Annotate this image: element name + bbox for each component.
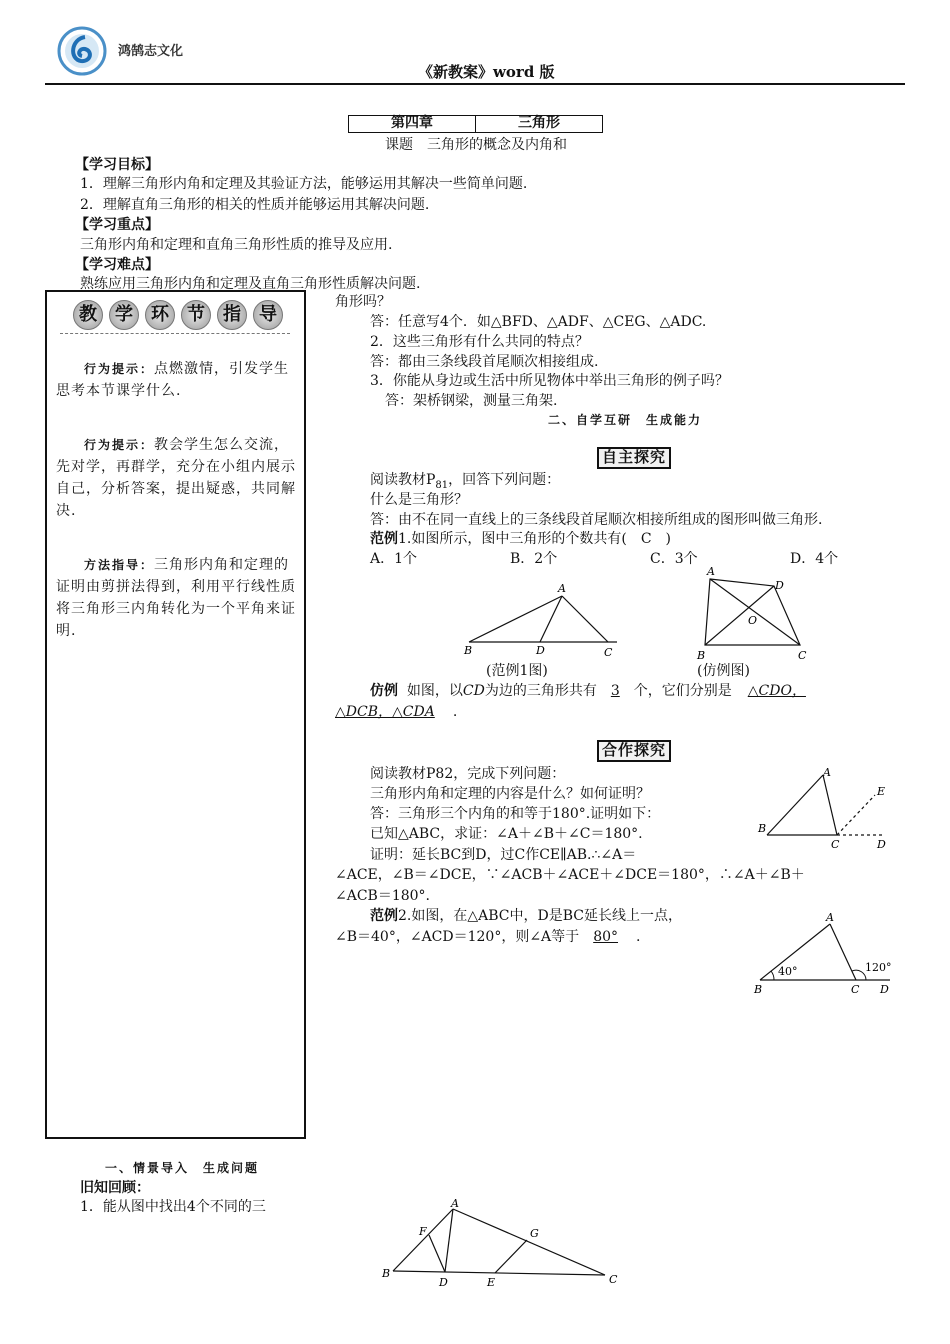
banner-char: 节	[181, 300, 211, 330]
example-2	[370, 906, 682, 926]
imitation-question	[370, 681, 806, 701]
answer-2: 答：都由三条线段首尾顺次相接组成.	[370, 354, 599, 370]
diagonal-ac	[710, 579, 800, 645]
answer-theorem: 答：三角形三个内角的和等于180°.证明如下：	[370, 806, 661, 822]
proof-figure	[755, 765, 895, 855]
segment-name: CD	[462, 683, 485, 699]
guidance-sidebar	[45, 290, 306, 1139]
point-label-b: B	[758, 822, 767, 835]
option: D．4个	[790, 551, 839, 567]
segment-ge	[495, 1240, 527, 1273]
answer-blank: 80°	[593, 929, 619, 945]
segment-ac	[830, 924, 856, 980]
angle-arc-b	[771, 971, 774, 980]
cooperation-box: 合作探究	[597, 740, 671, 762]
key-points-text: 三角形内角和定理和直角三角形性质的推导及应用.	[80, 237, 393, 253]
segment-ac	[453, 1209, 605, 1275]
point-label-d: D	[775, 579, 784, 592]
segment-ab	[469, 596, 562, 642]
segment-ac	[562, 596, 608, 642]
imitation-text: 为边的三角形共有	[484, 683, 597, 699]
segment-bc	[393, 1271, 605, 1275]
example-label: 范例	[370, 908, 398, 924]
point-label-b: B	[382, 1267, 391, 1280]
point-label-a: A	[558, 582, 566, 595]
chapter-title: 三角形	[518, 115, 560, 131]
imitation-text: 如图，以	[406, 683, 463, 699]
example-text: 1.如图所示，图中三角形的个数共有( C )	[398, 531, 671, 547]
segment-ab	[767, 775, 823, 835]
question-1-b: 角形吗？	[335, 294, 391, 310]
parallel-ce	[837, 795, 875, 835]
point-label-c: C	[604, 646, 613, 659]
difficulty-text: 熟练应用三角形内角和定理及直角三角形性质解决问题.	[80, 276, 421, 292]
point-label-c: C	[798, 649, 807, 662]
banner-divider	[60, 333, 290, 334]
sidebar-tip	[56, 554, 296, 642]
tip-label: 行为提示：	[84, 362, 155, 376]
banner-char: 环	[145, 300, 175, 330]
example-2-question: ∠B＝40°，∠ACD＝120°，则∠A等于 80° .	[335, 929, 641, 945]
tip-text: 三角形内角和定理的证明由剪拼法得到，利用平行线性质将三角形三内角转化为一个平角来证明.	[56, 557, 296, 639]
read-text: 阅读教材P	[370, 472, 436, 488]
goal-item: 1．理解三角形内角和定理及其验证方法，能够运用其解决一些简单问题.	[80, 176, 528, 192]
point-label-c: C	[851, 983, 860, 996]
header-divider	[45, 83, 905, 85]
logo-text: 鸿鹄志文化	[118, 44, 184, 59]
chapter-box	[348, 115, 603, 133]
guidance-banner	[73, 296, 283, 334]
point-label-c: C	[831, 838, 840, 851]
point-label-a: A	[451, 1197, 459, 1210]
point-label-b: B	[464, 644, 473, 657]
imitation-figure	[690, 563, 820, 663]
figure-caption: (仿例图)	[697, 663, 750, 679]
segment-ab	[393, 1209, 453, 1271]
point-label-a: A	[826, 911, 834, 924]
figure-caption: (范例1图)	[486, 663, 548, 679]
proof-line: ∠ACE，∠B＝∠DCE，∵∠ACB＋∠ACE＋∠DCE＝180°，∴∠A＋∠B＋	[335, 867, 805, 883]
imitation-text: 个，它们分别是	[633, 683, 732, 699]
part1-heading: 一、情景导入 生成问题	[105, 1161, 260, 1175]
example-2-figure	[750, 908, 900, 998]
tip-text: 教会学生怎么交流，先对学，再群学，充分在小组内展示自己，分析答案，提出疑惑，共同解决.	[56, 437, 296, 519]
segment-ad	[540, 596, 562, 642]
angle-label-120: 120°	[865, 961, 892, 974]
goals-heading: 【学习目标】	[75, 157, 159, 173]
key-points-heading: 【学习重点】	[75, 217, 159, 233]
banner-char: 学	[109, 300, 139, 330]
goal-item: 2．理解直角三角形的相关的性质并能够运用其解决问题.	[80, 197, 430, 213]
answer-1: 答：任意写4个．如△BFD、△ADF、△CEG、△ADC.	[370, 314, 707, 330]
segment-fd	[429, 1235, 445, 1272]
read-instruction-2: 阅读教材P82，完成下列问题：	[370, 766, 566, 782]
self-study-box: 自主探究	[597, 447, 671, 469]
point-label-a: A	[707, 565, 715, 578]
logo-icon	[55, 25, 113, 77]
question-theorem: 三角形内角和定理的内容是什么？如何证明？	[370, 786, 650, 802]
point-label-b: B	[754, 983, 763, 996]
answer-what: 答：由不在同一直线上的三条线段首尾顺次相接所组成的图形叫做三角形.	[370, 512, 823, 528]
tip-label: 行为提示：	[84, 438, 155, 452]
difficulty-heading: 【学习难点】	[75, 257, 159, 273]
option: B．2个	[510, 551, 558, 567]
segment-ac	[823, 775, 837, 835]
question-what: 什么是三角形？	[370, 492, 468, 508]
sidebar-tip	[56, 434, 296, 522]
example-label: 范例	[370, 531, 398, 547]
point-label-c: C	[609, 1273, 618, 1286]
angle-label-40: 40°	[778, 965, 798, 978]
point-label-g: G	[530, 1227, 539, 1240]
diagonal-db	[705, 586, 774, 645]
proof-line: ∠ACB＝180°.	[335, 888, 431, 904]
proof-given: 已知△ABC，求证：∠A＋∠B＋∠C＝180°.	[370, 826, 643, 842]
question-1-a: 1．能从图中找出4个不同的三	[80, 1199, 266, 1215]
point-label-d: D	[877, 838, 886, 851]
part2-heading: 二、自学互研 生成能力	[548, 413, 703, 427]
review-label: 旧知回顾：	[80, 1180, 150, 1196]
point-label-a: A	[823, 766, 831, 779]
point-label-e: E	[487, 1276, 496, 1289]
question-3: 3．你能从身边或生活中所见物体中举出三角形的例子吗？	[370, 373, 729, 389]
example-1-figure	[455, 578, 625, 663]
answer-blank: 3	[610, 683, 620, 699]
read-tail: ，回答下列问题：	[448, 472, 561, 488]
point-label-e: E	[877, 785, 886, 798]
imitation-answer-2: △DCB，△CDA .	[335, 704, 458, 720]
point-label-o: O	[748, 614, 758, 627]
review-figure	[375, 1195, 625, 1290]
answer-blank: △DCB，△CDA	[335, 704, 435, 720]
point-label-d: D	[439, 1276, 448, 1289]
banner-char: 导	[253, 300, 283, 330]
doc-title: 《新教案》word 版	[418, 63, 555, 81]
example-1	[370, 529, 671, 549]
answer-blank: △CDO，	[747, 683, 806, 699]
example-text: 2.如图，在△ABC中，D是BC延长线上一点，	[398, 908, 682, 924]
answer-3: 答：架桥钢梁，测量三角架.	[385, 393, 558, 409]
lesson-title: 课题 三角形的概念及内角和	[385, 137, 567, 153]
option: C．3个	[650, 551, 698, 567]
imitation-label: 仿例	[370, 683, 398, 699]
banner-char: 教	[73, 300, 103, 330]
tip-label: 方法指导：	[84, 558, 155, 572]
point-label-d: D	[880, 983, 889, 996]
example-text: ∠B＝40°，∠ACD＝120°，则∠A等于	[335, 929, 580, 945]
point-label-f: F	[419, 1225, 427, 1238]
banner-char: 指	[217, 300, 247, 330]
read-page: 81	[435, 479, 449, 491]
question-2: 2．这些三角形有什么共同的特点？	[370, 334, 589, 350]
tip-text: 点燃激情，引发学生思考本节课学什么.	[56, 361, 290, 399]
segment-ad	[445, 1209, 453, 1272]
chapter-number: 第四章	[349, 116, 476, 132]
sidebar-tip	[56, 358, 296, 402]
option: A．1个	[370, 551, 418, 567]
point-label-b: B	[697, 649, 706, 662]
point-label-d: D	[536, 644, 545, 657]
proof-line: 证明：延长BC到D，过C作CE∥AB.∴∠A＝	[370, 847, 637, 863]
